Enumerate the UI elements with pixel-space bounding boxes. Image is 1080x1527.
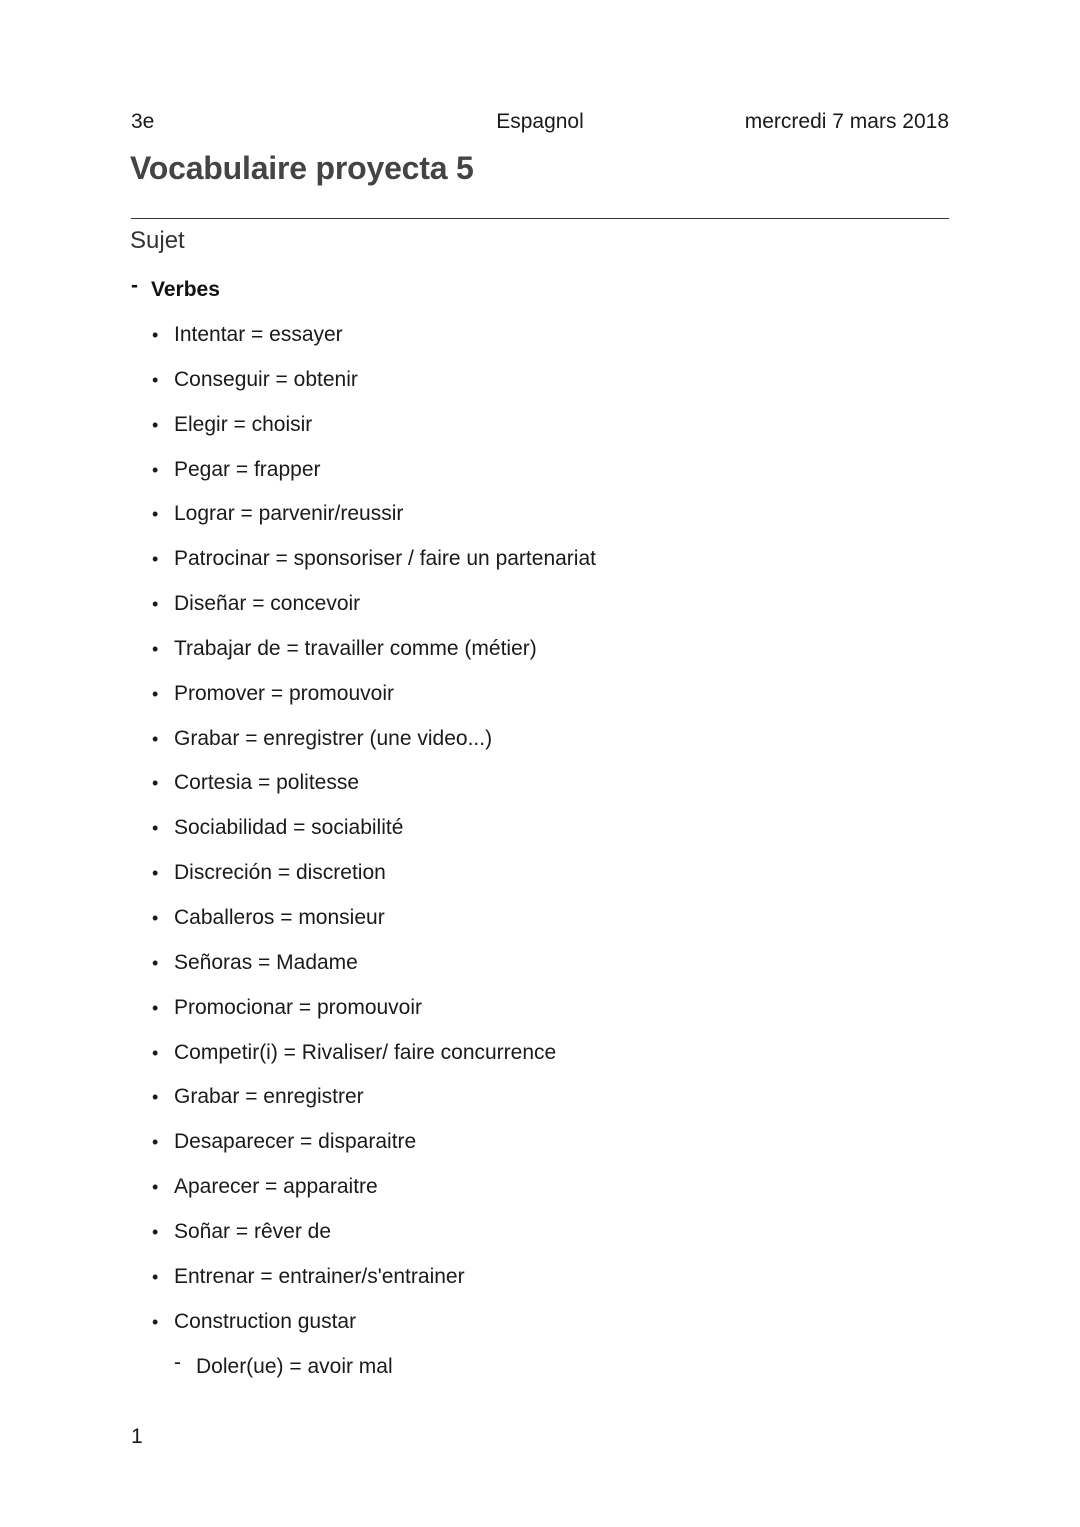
bullet-icon: • [152, 818, 159, 839]
list-item [0, 679, 1080, 724]
list-item [0, 1307, 1080, 1352]
list-item-text: Sociabilidad = sociabilité [174, 816, 404, 840]
list-item-text: Cortesia = politesse [174, 771, 360, 795]
section-heading-label: Verbes [151, 278, 220, 301]
list-item [0, 1038, 1080, 1083]
list-item-text: Grabar = enregistrer [174, 1085, 364, 1109]
title-divider [131, 218, 949, 219]
list-item [0, 1217, 1080, 1262]
list-item [0, 948, 1080, 993]
bullet-icon: • [152, 773, 159, 794]
list-item-text: Caballeros = monsieur [174, 905, 385, 929]
list-item-text: Trabajar de = travailler comme (métier) [174, 636, 537, 660]
bullet-icon: • [152, 1132, 159, 1153]
list-item-text: Patrocinar = sponsoriser / faire un partenariat [174, 547, 596, 571]
page-title: Vocabulaire proyecta 5 [130, 150, 474, 186]
header-subject: Espagnol [496, 110, 584, 133]
list-item [0, 1172, 1080, 1217]
bullet-icon: • [152, 907, 159, 928]
list-item-text: Grabar = enregistrer (une video...) [174, 726, 493, 750]
list-item-text: Soñar = rêver de [174, 1219, 332, 1243]
list-item [0, 499, 1080, 544]
list-item-text: Pegar = frapper [174, 457, 321, 481]
list-item [0, 455, 1080, 500]
list-item [0, 724, 1080, 769]
bullet-icon: • [152, 1311, 159, 1332]
bullet-icon: • [152, 1266, 159, 1287]
bullet-icon: • [152, 459, 159, 480]
list-item [0, 1082, 1080, 1127]
bullet-icon: • [152, 728, 159, 749]
list-item [0, 544, 1080, 589]
sub-item-text: Doler(ue) = avoir mal [196, 1355, 393, 1378]
list-item-text: Entrenar = entrainer/s'entrainer [174, 1264, 465, 1288]
list-item-text: Promover = promouvoir [174, 681, 394, 705]
sub-item-dash-marker: - [174, 1351, 181, 1374]
bullet-icon: • [152, 325, 159, 345]
list-item-text: Intentar = essayer [174, 323, 343, 346]
list-item-text: Señoras = Madame [174, 950, 358, 974]
list-item-text: Construction gustar [174, 1309, 357, 1333]
bullet-icon: • [152, 638, 159, 659]
bullet-icon: • [152, 594, 159, 615]
list-item [0, 993, 1080, 1038]
list-item-text: Discreción = discretion [174, 861, 386, 885]
list-item-text: Promocionar = promouvoir [174, 995, 423, 1019]
list-item-text: Aparecer = apparaitre [174, 1175, 378, 1199]
list-item [0, 1262, 1080, 1307]
bullet-icon: • [152, 549, 159, 570]
subject-label: Sujet [130, 227, 185, 254]
list-item-text: Lograr = parvenir/reussir [174, 502, 404, 526]
bullet-icon: • [152, 1221, 159, 1242]
bullet-icon: • [152, 863, 159, 884]
section-dash-marker: - [131, 274, 138, 297]
header-class-level: 3e [131, 110, 155, 133]
list-item-text: Diseñar = concevoir [174, 592, 361, 616]
list-item [0, 410, 1080, 455]
list-item [0, 903, 1080, 948]
list-item-text: Conseguir = obtenir [174, 367, 358, 391]
page-number: 1 [131, 1425, 143, 1448]
list-item [0, 634, 1080, 679]
bullet-icon: • [152, 1177, 159, 1198]
bullet-icon: • [152, 504, 159, 525]
list-item [0, 768, 1080, 813]
bullet-icon: • [152, 1042, 159, 1063]
list-item [0, 1127, 1080, 1172]
vocabulary-list [0, 320, 1080, 1351]
bullet-icon: • [152, 414, 159, 435]
bullet-icon: • [152, 952, 159, 973]
list-item [0, 365, 1080, 410]
list-item-text: Elegir = choisir [174, 412, 313, 436]
list-item [0, 589, 1080, 634]
header-date: mercredi 7 mars 2018 [744, 110, 949, 133]
bullet-icon: • [152, 683, 159, 704]
list-item [0, 858, 1080, 903]
bullet-icon: • [152, 369, 159, 390]
list-item-text: Competir(i) = Rivaliser/ faire concurrence [174, 1040, 557, 1064]
sub-list-item [0, 1352, 1080, 1382]
bullet-icon: • [152, 1087, 159, 1108]
bullet-icon: • [152, 997, 159, 1018]
section-heading-verbes [131, 275, 220, 305]
list-item [0, 320, 1080, 365]
list-item-text: Desaparecer = disparaitre [174, 1130, 417, 1154]
list-item [0, 813, 1080, 858]
